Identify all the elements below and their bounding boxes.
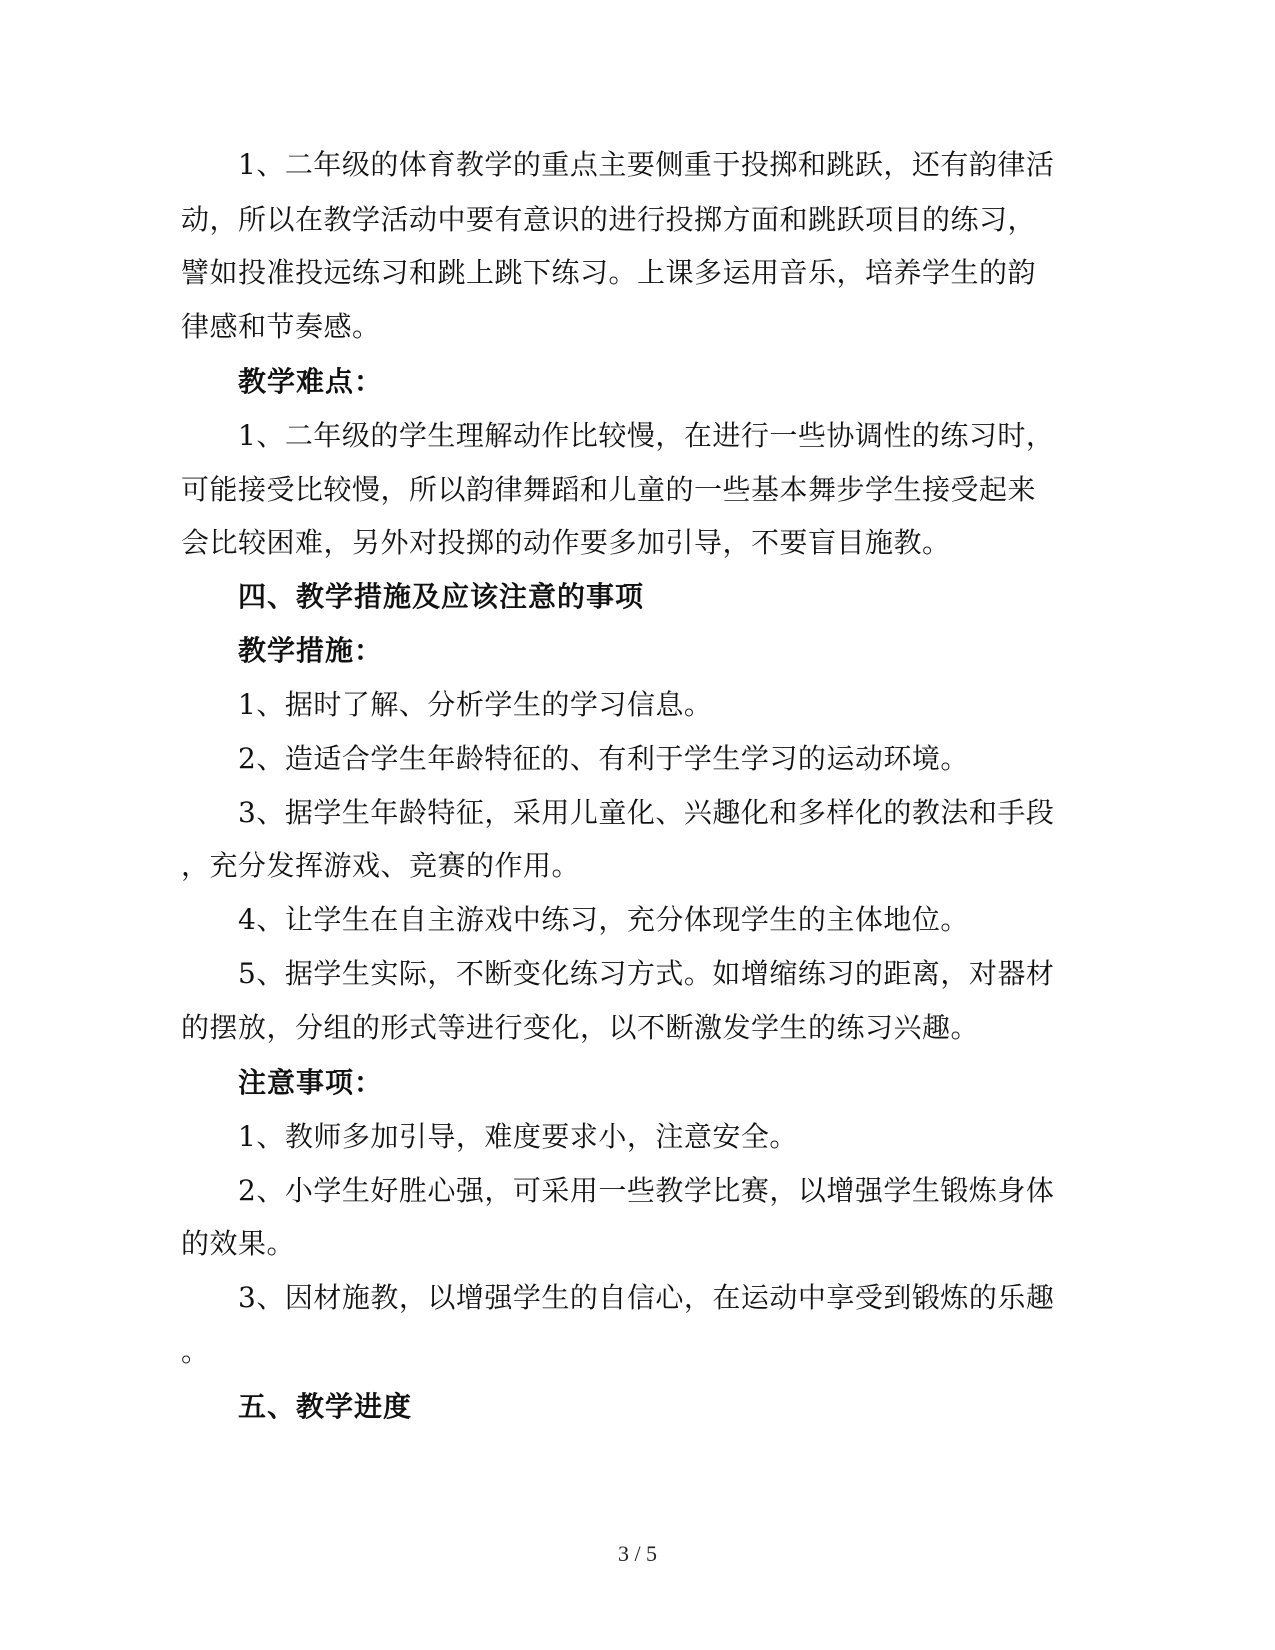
- paragraph-line: 会比较困难，另外对投掷的动作要多加引导，不要盲目施教。: [181, 526, 951, 559]
- paragraph-line: 律感和节奏感。: [181, 310, 381, 343]
- list-item-continuation: 。: [181, 1335, 210, 1368]
- paragraph-line: 1、二年级的学生理解动作比较慢，在进行一些协调性的练习时，: [238, 419, 1055, 452]
- paragraph-line: 1、二年级的体育教学的重点主要侧重于投掷和跳跃，还有韵律活: [238, 148, 1055, 181]
- list-item: 4、让学生在自主游戏中练习，充分体现学生的主体地位。: [238, 903, 969, 936]
- section-heading: 五、教学进度: [238, 1390, 413, 1423]
- list-item-continuation: ，充分发挥游戏、竞赛的作用。: [181, 849, 581, 882]
- list-item-continuation: 的摆放，分组的形式等进行变化，以不断激发学生的练习兴趣。: [181, 1011, 980, 1044]
- list-item: 5、据学生实际，不断变化练习方式。如增缩练习的距离，对器材: [238, 957, 1055, 990]
- list-item: 2、小学生好胜心强，可采用一些教学比赛，以增强学生锻炼身体: [238, 1174, 1055, 1207]
- section-subheading: 注意事项：: [238, 1066, 384, 1099]
- list-item: 2、造适合学生年龄特征的、有利于学生学习的运动环境。: [238, 742, 969, 775]
- paragraph-line: 譬如投准投远练习和跳上跳下练习。上课多运用音乐，培养学生的韵: [181, 256, 1037, 289]
- section-heading: 四、教学措施及应该注意的事项: [238, 580, 645, 613]
- list-item: 3、据学生年龄特征，采用儿童化、兴趣化和多样化的教法和手段: [238, 796, 1055, 829]
- list-item: 3、因材施教，以增强学生的自信心，在运动中享受到锻炼的乐趣: [238, 1281, 1055, 1314]
- section-subheading: 教学难点：: [238, 365, 384, 398]
- list-item: 1、据时了解、分析学生的学习信息。: [238, 688, 713, 721]
- list-item: 1、教师多加引导，难度要求小，注意安全。: [238, 1120, 798, 1153]
- page-number: 3 / 5: [617, 1541, 658, 1566]
- list-item-continuation: 的效果。: [181, 1227, 296, 1260]
- paragraph-line: 动，所以在教学活动中要有意识的进行投掷方面和跳跃项目的练习，: [181, 203, 1037, 236]
- section-subheading: 教学措施：: [238, 634, 384, 667]
- paragraph-line: 可能接受比较慢，所以韵律舞蹈和儿童的一些基本舞步学生接受起来: [181, 473, 1037, 506]
